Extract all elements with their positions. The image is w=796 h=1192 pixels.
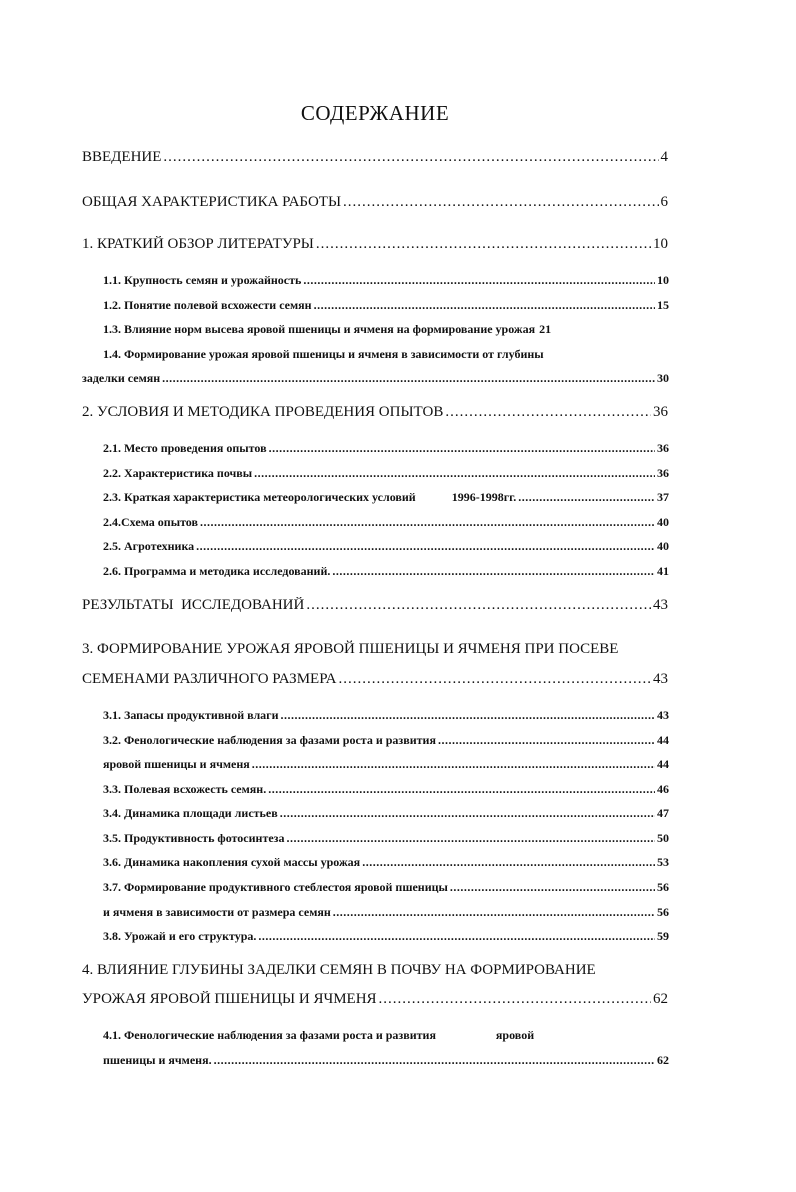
toc-entry-text: 2.1. Место проведения опытов (103, 441, 267, 455)
toc-entry-text: 1.2. Понятие полевой всхожести семян (103, 298, 312, 312)
dot-leader (162, 371, 655, 386)
toc-entry (82, 194, 668, 211)
toc-page-number: 40 (657, 539, 669, 553)
toc-page-number: 43 (653, 671, 668, 687)
toc-entry-text: 2.4.Схема опытов (103, 515, 198, 529)
toc-entry-text: 4.1. Фенологические наблюдения за фазами роста и развития яровой (103, 1028, 535, 1042)
dot-leader (362, 855, 655, 870)
toc-entry-text: 3.5. Продуктивность фотосинтеза (103, 831, 285, 845)
toc-entry (103, 1053, 669, 1068)
toc-page-number: 41 (657, 564, 669, 578)
dot-leader (332, 564, 655, 579)
toc-entry-text: 4. ВЛИЯНИЕ ГЛУБИНЫ ЗАДЕЛКИ СЕМЯН В ПОЧВУ НА ФОРМИРОВАНИЕ (82, 962, 596, 978)
toc-page-number: 37 (657, 490, 669, 504)
toc-entry-text: яровой пшеницы и ячменя (103, 757, 250, 771)
toc-page-number: 36 (657, 441, 669, 455)
dot-leader (314, 298, 655, 313)
toc-entry-text: ВВЕДЕНИЕ (82, 149, 162, 165)
toc-entry (103, 539, 669, 554)
toc-entry-text: 2. УСЛОВИЯ И МЕТОДИКА ПРОВЕДЕНИЯ ОПЫТОВ (82, 404, 444, 420)
toc-entry (103, 298, 669, 313)
toc-entry-text: заделки семян (82, 371, 161, 385)
toc-entry-text: 3.3. Полевая всхожесть семян. (103, 782, 267, 796)
toc-page-number: 21 (539, 322, 552, 336)
toc-page-number: 56 (657, 880, 669, 894)
toc-page-number: 56 (657, 905, 669, 919)
dot-leader (333, 905, 655, 920)
dot-leader (518, 490, 655, 505)
dot-leader (281, 708, 655, 723)
toc-entry-text: 2.6. Программа и методика исследований. (103, 564, 331, 578)
toc-page-number: 53 (657, 855, 669, 869)
dot-leader (306, 597, 651, 614)
toc-entry (103, 515, 669, 530)
toc-entry-text: 1.4. Формирование урожая яровой пшеницы и ячменя в зависимости от глубины (103, 347, 544, 361)
dot-leader (280, 806, 655, 821)
toc-entry-text: 1.3. Влияние норм высева яровой пшеницы и ячменя на формирование урожая (103, 322, 536, 336)
toc-page-number: 40 (657, 515, 669, 529)
dot-leader (254, 466, 655, 481)
toc-page-number: 62 (657, 1053, 669, 1067)
dot-leader (316, 236, 651, 253)
dot-leader (450, 880, 655, 895)
toc-page-number: 6 (660, 194, 668, 210)
toc-entry (103, 564, 669, 579)
toc-entry-text: ОБЩАЯ ХАРАКТЕРИСТИКА РАБОТЫ (82, 194, 342, 210)
toc-page-number: 36 (657, 466, 669, 480)
toc-entry-text: 3.8. Урожай и его структура. (103, 929, 257, 943)
toc-page-number: 10 (657, 273, 669, 287)
toc-entry (103, 831, 669, 846)
toc-entry (103, 733, 669, 748)
toc-entry (103, 905, 669, 920)
toc-entry (82, 371, 669, 386)
toc-page-number: 44 (657, 733, 669, 747)
toc-page-number: 30 (657, 371, 669, 385)
toc-entry-text: 3.1. Запасы продуктивной влаги (103, 708, 279, 722)
toc-entry-text: 3. ФОРМИРОВАНИЕ УРОЖАЯ ЯРОВОЙ ПШЕНИЦЫ И ЯЧМЕНЯ ПРИ ПОСЕВЕ (82, 641, 619, 657)
toc-page-number: 43 (657, 708, 669, 722)
dot-leader (343, 194, 658, 211)
dot-leader (379, 991, 651, 1008)
dot-leader (196, 539, 655, 554)
toc-entry (82, 404, 668, 421)
dot-leader (163, 149, 658, 166)
toc-page-number: 46 (657, 782, 669, 796)
toc-entry-text: РЕЗУЛЬТАТЫ ИССЛЕДОВАНИЙ (82, 597, 305, 613)
toc-entry-text: 2.5. Агротехника (103, 539, 195, 553)
dot-leader (445, 404, 651, 421)
toc-entry-text: и ячменя в зависимости от размера семян (103, 905, 331, 919)
toc-entry-text: СЕМЕНАМИ РАЗЛИЧНОГО РАЗМЕРА (82, 671, 337, 687)
toc-entry (82, 597, 668, 614)
toc-entry-text: 2.3. Краткая характеристика метеорологических условий 1996-1998гг. (103, 490, 517, 504)
toc-entry (103, 757, 669, 772)
toc-entry (82, 671, 668, 688)
toc-entry (82, 236, 668, 253)
toc-entry (103, 490, 669, 505)
toc-entry-text: 3.2. Фенологические наблюдения за фазами роста и развития (103, 733, 436, 747)
toc-page-number: 15 (657, 298, 669, 312)
page-title: СОДЕРЖАНИЕ (300, 101, 450, 125)
toc-entry (103, 322, 669, 337)
toc-page-number: 36 (653, 404, 668, 420)
toc-entry-text: 1.1. Крупность семян и урожайность (103, 273, 302, 287)
toc-page-number: 50 (657, 831, 669, 845)
toc-entry-text: пшеницы и ячменя. (103, 1053, 212, 1067)
toc-entry-text: 2.2. Характеристика почвы (103, 466, 253, 480)
toc-entry-text: 3.4. Динамика площади листьев (103, 806, 278, 820)
toc-entry (103, 708, 669, 723)
toc-entry (103, 855, 669, 870)
toc-entry (103, 441, 669, 456)
toc-entry (103, 466, 669, 481)
dot-leader (252, 757, 655, 772)
toc-entry-text: 3.7. Формирование продуктивного стеблестоя яровой пшеницы (103, 880, 448, 894)
toc-entry (82, 991, 668, 1008)
dot-leader (268, 782, 655, 797)
toc-page-number: 43 (653, 597, 668, 613)
toc-entry-text: УРОЖАЯ ЯРОВОЙ ПШЕНИЦЫ И ЯЧМЕНЯ (82, 991, 377, 1007)
toc-page-number: 10 (653, 236, 668, 252)
dot-leader (214, 1053, 655, 1068)
toc-page-number: 62 (653, 991, 668, 1007)
dot-leader (438, 733, 655, 748)
toc-entry (103, 880, 669, 895)
toc-page-number: 44 (657, 757, 669, 771)
dot-leader (338, 671, 651, 688)
toc-entry-text: 3.6. Динамика накопления сухой массы урожая (103, 855, 361, 869)
toc-entry (103, 782, 669, 797)
toc-entry-text: 1. КРАТКИЙ ОБЗОР ЛИТЕРАТУРЫ (82, 236, 314, 252)
dot-leader (269, 441, 655, 456)
dot-leader (200, 515, 655, 530)
dot-leader (287, 831, 656, 846)
toc-page-number: 47 (657, 806, 669, 820)
dot-leader (303, 273, 655, 288)
toc-entry (103, 806, 669, 821)
dot-leader (258, 929, 655, 944)
toc-page-number: 4 (660, 149, 668, 165)
toc-page-number: 59 (657, 929, 669, 943)
toc-entry (103, 929, 669, 944)
toc-entry (82, 149, 668, 166)
toc-entry (103, 273, 669, 288)
